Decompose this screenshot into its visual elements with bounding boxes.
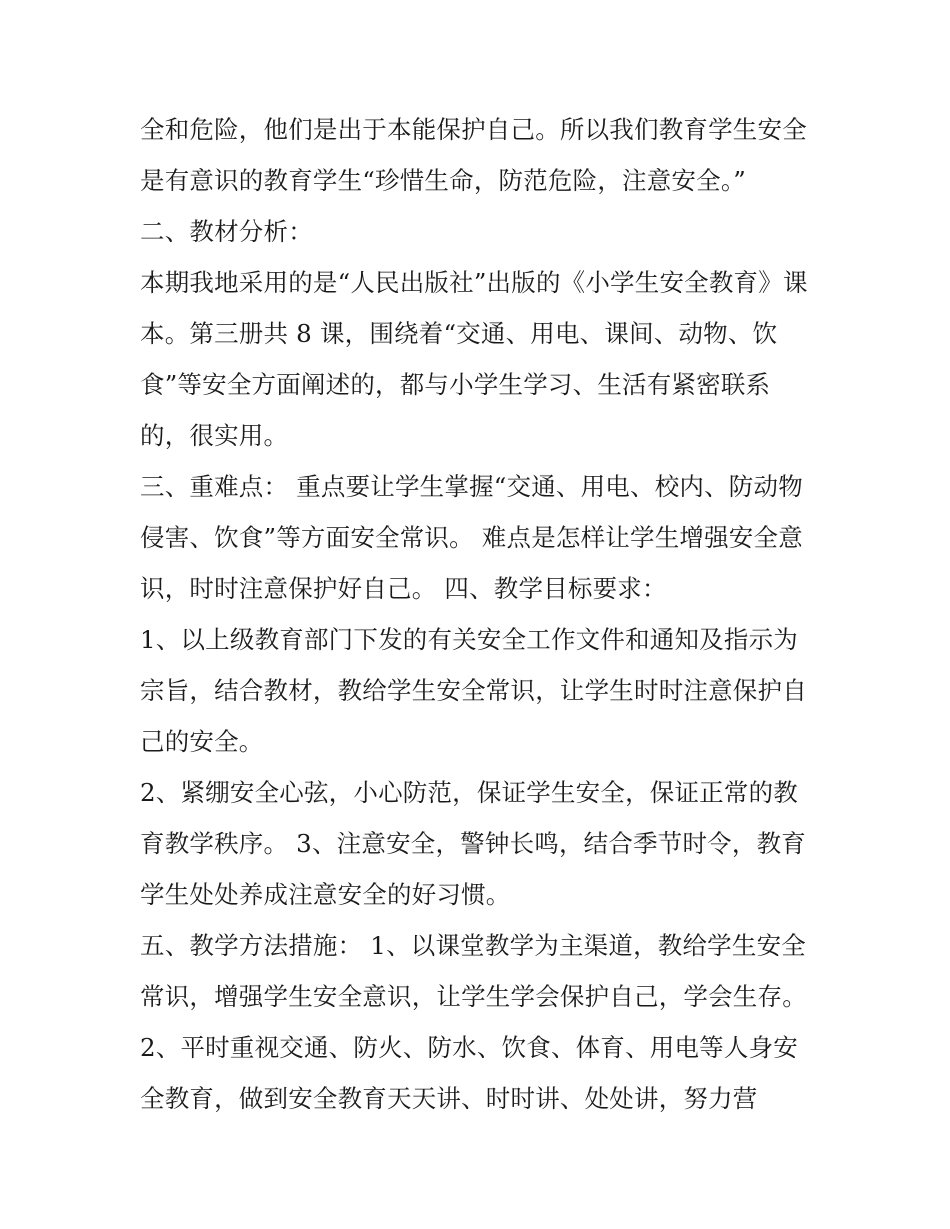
text-line: 全和危险，他们是出于本能保护自己。所以我们教育学生安全 [140,115,807,144]
text-line: 全教育，做到安全教育天天讲、时时讲、处处讲，努力营 [140,1084,758,1113]
text-line: 宗旨，结合教材，教给学生安全常识，让学生时时注意保护自 [140,676,807,705]
text-line: 2、紧绷安全心弦，小心防范，保证学生安全，保证正常的教 [140,778,798,807]
text-line: 三、重难点： 重点要让学生掌握“交通、用电、校内、防动物 [140,472,803,501]
text-line: 识，时时注意保护好自己。 四、教学目标要求： [140,574,667,603]
section-heading: 二、教材分析： [140,217,313,246]
text-line: 食”等安全方面阐述的，都与小学生学习、生活有紧密联系 [140,370,771,399]
text-line: 是有意识的教育学生“珍惜生命，防范危险，注意安全。” [140,166,746,195]
text-line: 2、平时重视交通、防火、防水、饮食、体育、用电等人身安 [140,1033,798,1062]
text-line: 常识，增强学生安全意识，让学生学会保护自己，学会生存。 [140,982,807,1011]
text-line: 五、教学方法措施： 1、以课堂教学为主渠道，教给学生安全 [140,931,806,960]
text-line: 的，很实用。 [140,421,289,450]
text-line: 本期我地采用的是“人民出版社”出版的《小学生安全教育》课 [140,268,808,297]
text-line: 育教学秩序。 3、注意安全，警钟长鸣，结合季节时令，教育 [140,829,806,858]
text-line: 己的安全。 [140,727,264,756]
text-line: 本。第三册共 8 课，围绕着“交通、用电、课间、动物、饮 [140,319,778,348]
text-line: 学生处处养成注意安全的好习惯。 [140,880,511,909]
text-line: 侵害、饮食”等方面安全常识。 难点是怎样让学生增强安全意 [140,523,803,552]
text-line: 1、以上级教育部门下发的有关安全工作文件和通知及指示为 [140,625,798,654]
